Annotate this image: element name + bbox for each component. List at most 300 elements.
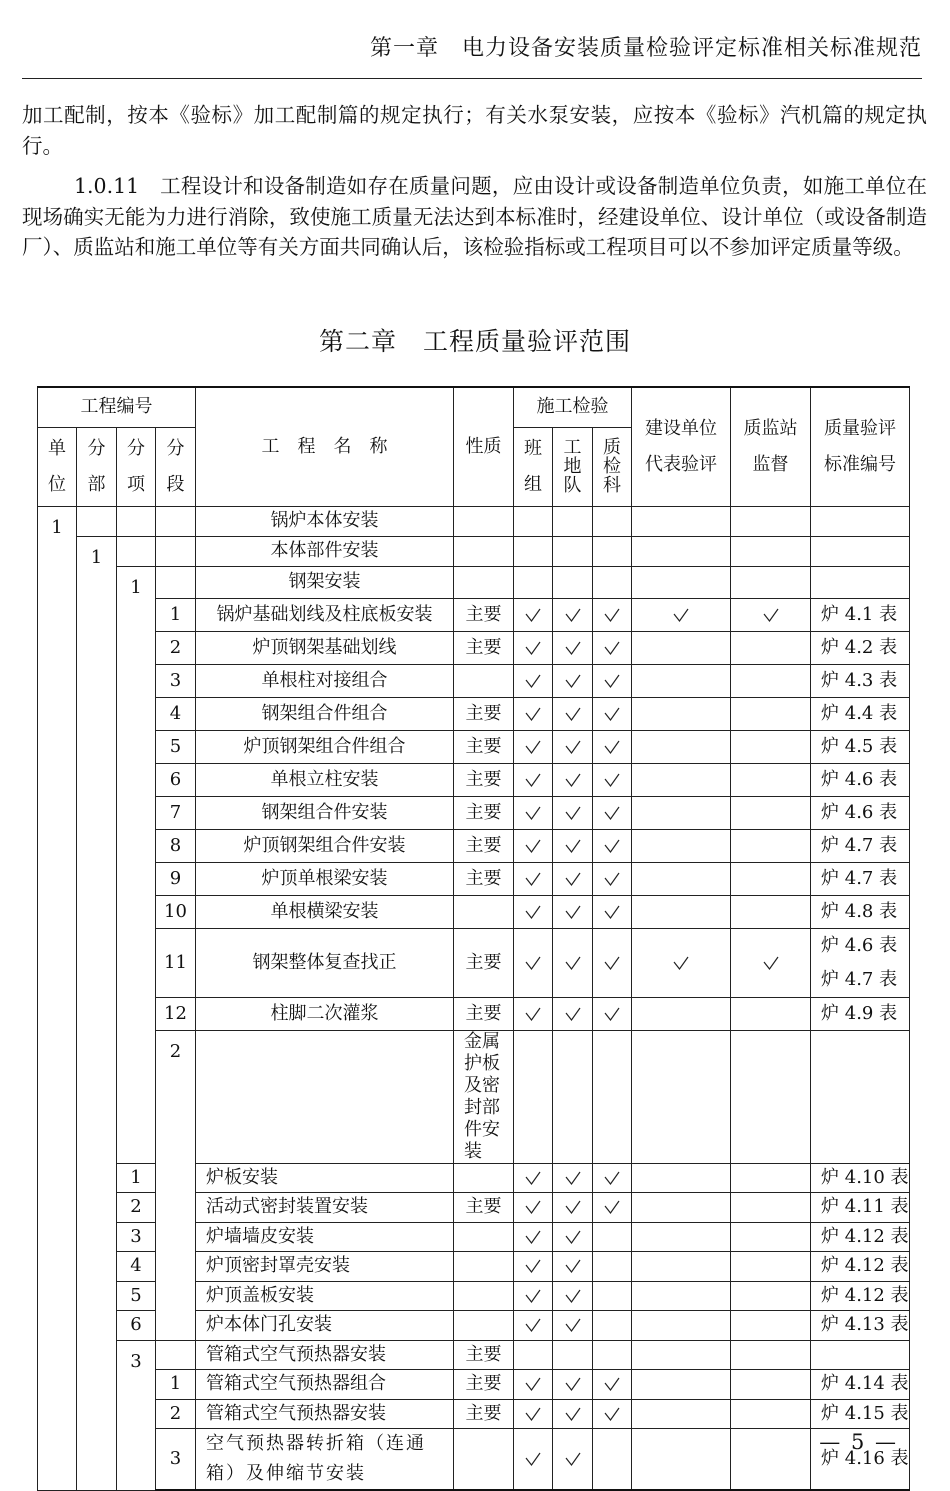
- cell-owner: [632, 1428, 731, 1490]
- check-icon: [525, 839, 541, 853]
- cell-standard: [811, 928, 910, 997]
- check-icon: [525, 1200, 541, 1214]
- cell-nature: [454, 1163, 514, 1192]
- header-unit: [38, 427, 77, 506]
- check-icon: [565, 1318, 581, 1332]
- table-body: [38, 506, 910, 1490]
- header-site: [553, 427, 593, 506]
- cell-quality: [593, 566, 632, 598]
- table-row: [38, 631, 910, 664]
- header-owner-line1: 建设单位: [645, 417, 718, 439]
- cell-station: [731, 631, 811, 664]
- cell-team: [514, 1222, 553, 1251]
- cell-segment: 6: [117, 1310, 156, 1340]
- check-icon: [525, 872, 541, 886]
- cell-standard: 炉 4.6 表: [811, 763, 910, 796]
- standard-line1: 炉 4.6 表: [821, 934, 898, 956]
- cell-quality: [593, 1192, 632, 1222]
- check-icon: [565, 806, 581, 820]
- cell-segment: 1: [156, 598, 196, 631]
- cell-standard: [811, 506, 910, 536]
- cell-station: [731, 1399, 811, 1428]
- cell-standard: 炉 4.11 表: [811, 1192, 910, 1222]
- header-segment-text: 分 段: [166, 437, 185, 495]
- check-icon: [525, 1318, 541, 1332]
- cell-nature: 主要: [454, 862, 514, 895]
- table-row: [38, 566, 910, 598]
- division-code: 1: [77, 536, 117, 1490]
- cell-nature: 主要: [454, 1340, 514, 1369]
- table-row: [38, 1428, 910, 1490]
- cell-name: 管箱式空气预热器安装: [196, 1340, 454, 1369]
- check-icon: [604, 740, 620, 754]
- cell-owner: [632, 1192, 731, 1222]
- check-icon: [525, 905, 541, 919]
- cell-team: [514, 1340, 553, 1369]
- cell-site: [553, 862, 593, 895]
- header-station-line2: 监督: [752, 453, 789, 475]
- header-item-text: 分 项: [127, 437, 145, 495]
- cell-segment: 9: [156, 862, 196, 895]
- cell-team: [553, 1030, 593, 1163]
- cell-station: [731, 1369, 811, 1399]
- cell-standard: 炉 4.3 表: [811, 664, 910, 697]
- cell-team: [514, 631, 553, 664]
- cell-standard: 炉 4.6 表: [811, 796, 910, 829]
- cell-site: [553, 796, 593, 829]
- cell-station: [731, 536, 811, 566]
- check-icon: [525, 1259, 541, 1273]
- cell-station: [731, 895, 811, 928]
- cell-station: [731, 928, 811, 997]
- cell-quality: [593, 1369, 632, 1399]
- cell-quality: [593, 664, 632, 697]
- cell-standard: [811, 566, 910, 598]
- cell-owner: [632, 598, 731, 631]
- cell-station: [731, 829, 811, 862]
- check-icon: [525, 1452, 541, 1466]
- cell-segment: 11: [156, 928, 196, 997]
- cell-name: 炉墙墙皮安装: [196, 1222, 454, 1251]
- cell-name: 炉顶钢架组合件组合: [196, 730, 454, 763]
- cell-owner: [632, 1251, 731, 1281]
- cell-item: [117, 536, 156, 566]
- cell-station: [731, 1192, 811, 1222]
- check-icon: [565, 1407, 581, 1421]
- cell-team: [514, 895, 553, 928]
- table-row: [38, 506, 910, 536]
- cell-site: [553, 536, 593, 566]
- cell-segment: 6: [156, 763, 196, 796]
- header-quality-text: 质 检 科: [603, 437, 621, 496]
- cell-site: [553, 1428, 593, 1490]
- header-division-text: 分 部: [87, 437, 106, 495]
- cell-quality: [593, 928, 632, 997]
- cell-site: [553, 1192, 593, 1222]
- cell-standard: 炉 4.14 表: [811, 1369, 910, 1399]
- header-station-line1: 质监站: [743, 417, 798, 439]
- cell-station: [731, 1222, 811, 1251]
- header-standard-line2: 标准编号: [824, 453, 897, 475]
- cell-owner: [632, 895, 731, 928]
- check-icon: [525, 1289, 541, 1303]
- header-site-text: 工 地 队: [563, 437, 582, 496]
- cell-team: [514, 928, 553, 997]
- cell-team: [514, 1251, 553, 1281]
- cell-quality: [593, 796, 632, 829]
- cell-station: [731, 1163, 811, 1192]
- cell-owner: [632, 1281, 731, 1310]
- cell-station: [731, 697, 811, 730]
- cell-nature: 主要: [454, 730, 514, 763]
- chapter-title: 第二章 工程质量验评范围: [318, 327, 631, 356]
- cell-site: [553, 1222, 593, 1251]
- header-code-group: 工程编号: [38, 387, 196, 427]
- cell-nature: 主要: [454, 1399, 514, 1428]
- cell-quality: [593, 862, 632, 895]
- cell-owner: [632, 664, 731, 697]
- check-icon: [565, 674, 581, 688]
- cell-team: [514, 1369, 553, 1399]
- cell-standard: [811, 536, 910, 566]
- cell-segment: [156, 566, 196, 598]
- check-icon: [565, 1377, 581, 1391]
- cell-name: 炉顶密封罩壳安装: [196, 1251, 454, 1281]
- cell-nature: 主要: [454, 928, 514, 997]
- cell-owner: [632, 862, 731, 895]
- cell-owner: [632, 763, 731, 796]
- header-station: [731, 387, 811, 506]
- cell-name: 锅炉基础划线及柱底板安装: [196, 598, 454, 631]
- cell-owner: [632, 997, 731, 1030]
- cell-standard: 炉 4.13 表: [811, 1310, 910, 1340]
- cell-standard: 炉 4.15 表: [811, 1399, 910, 1428]
- cell-standard: [811, 1340, 910, 1369]
- cell-standard: 炉 4.9 表: [811, 997, 910, 1030]
- cell-standard: 炉 4.16 表: [811, 1428, 910, 1490]
- header-standard: [811, 387, 910, 506]
- cell-nature: [454, 664, 514, 697]
- table-row: [38, 1030, 910, 1163]
- cell-segment: 10: [156, 895, 196, 928]
- cell-team: [514, 829, 553, 862]
- cell-nature: [454, 536, 514, 566]
- cell-site: [553, 1340, 593, 1369]
- cell-name: 管箱式空气预热器安装: [196, 1399, 454, 1428]
- cell-nature: 主要: [454, 631, 514, 664]
- cell-segment: [156, 536, 196, 566]
- cell-standard: 炉 4.5 表: [811, 730, 910, 763]
- cell-item: [117, 506, 156, 536]
- cell-name: 炉顶钢架组合件安装: [196, 829, 454, 862]
- cell-nature: 主要: [454, 763, 514, 796]
- check-icon: [565, 1230, 581, 1244]
- check-icon: [604, 905, 620, 919]
- cell-quality: [593, 1281, 632, 1310]
- check-icon: [565, 1452, 581, 1466]
- standard-line2: 炉 4.7 表: [821, 968, 898, 990]
- cell-team: [514, 1399, 553, 1428]
- cell-station: [731, 796, 811, 829]
- check-icon: [565, 740, 581, 754]
- cell-name: 炉本体门孔安装: [196, 1310, 454, 1340]
- cell-team: [514, 997, 553, 1030]
- cell-nature: 主要: [454, 796, 514, 829]
- cell-station: [731, 1281, 811, 1310]
- cell-site: [553, 829, 593, 862]
- cell-nature: [454, 1222, 514, 1251]
- cell-nature: [454, 895, 514, 928]
- check-icon: [604, 839, 620, 853]
- cell-station: [731, 1340, 811, 1369]
- cell-team: [514, 1310, 553, 1340]
- cell-quality: [593, 1428, 632, 1490]
- cell-owner: [632, 1369, 731, 1399]
- check-icon: [525, 608, 541, 622]
- cell-segment: 3: [156, 664, 196, 697]
- cell-segment: 2: [156, 631, 196, 664]
- cell-station: [731, 1251, 811, 1281]
- item-code: 2: [156, 1030, 196, 1340]
- cell-owner: [632, 631, 731, 664]
- cell-team: [514, 664, 553, 697]
- check-icon: [525, 1377, 541, 1391]
- header-team-text: 班 组: [524, 437, 542, 495]
- cell-station: [731, 730, 811, 763]
- cell-nature: 主要: [454, 598, 514, 631]
- cell-segment: 7: [156, 796, 196, 829]
- table-row: [38, 763, 910, 796]
- header-owner: [632, 387, 731, 506]
- table-row: [38, 796, 910, 829]
- header-team: [514, 427, 553, 506]
- table-row: [38, 1399, 910, 1428]
- cell-team: [514, 697, 553, 730]
- cell-team: [514, 1192, 553, 1222]
- header-quality: [593, 427, 632, 506]
- header-unit-text: 单 位: [48, 437, 66, 495]
- check-icon: [525, 773, 541, 787]
- check-icon: [565, 1289, 581, 1303]
- table-row: [38, 1340, 910, 1369]
- table-row: [38, 664, 910, 697]
- cell-name: 炉顶盖板安装: [196, 1281, 454, 1310]
- cell-segment: 3: [156, 1428, 196, 1490]
- cell-owner: [731, 1030, 811, 1163]
- cell-site: [553, 697, 593, 730]
- table-row: [38, 536, 910, 566]
- cell-site: [553, 1281, 593, 1310]
- table-row: [38, 730, 910, 763]
- cell-segment: [156, 1340, 196, 1369]
- cell-standard: 炉 4.1 表: [811, 598, 910, 631]
- cell-nature: 主要: [454, 1192, 514, 1222]
- cell-nature: [454, 1428, 514, 1490]
- table-row: [38, 829, 910, 862]
- cell-station: [731, 763, 811, 796]
- check-icon: [565, 956, 581, 970]
- check-icon: [525, 1171, 541, 1185]
- cell-site: [553, 763, 593, 796]
- cell-name: 管箱式空气预热器组合: [196, 1369, 454, 1399]
- table-row: [38, 928, 910, 997]
- cell-nature: [454, 1281, 514, 1310]
- cell-site: [593, 1030, 632, 1163]
- cell-station: [811, 1030, 910, 1163]
- cell-standard: 炉 4.7 表: [811, 862, 910, 895]
- cell-name: 活动式密封装置安装: [196, 1192, 454, 1222]
- check-icon: [525, 740, 541, 754]
- check-icon: [565, 872, 581, 886]
- cell-team: [514, 536, 553, 566]
- cell-site: [553, 730, 593, 763]
- cell-standard: 炉 4.7 表: [811, 829, 910, 862]
- check-icon: [565, 1200, 581, 1214]
- check-icon: [604, 956, 620, 970]
- check-icon: [525, 806, 541, 820]
- clause-text: 1.0.11 工程设计和设备制造如存在质量问题，应由设计或设备制造单位负责，如施工单位在现场确实无能为力进行消除，致使施工质量无法达到本标准时，经建设单位、设计单位（或设备制造厂）、质监站和施工单位等有关方面共同确认后，该检验指标或工程项目可以不参加评定质量等级。: [22, 174, 927, 259]
- cell-quality: [593, 1222, 632, 1251]
- cell-division: [77, 506, 117, 536]
- cell-quality: [632, 1030, 731, 1163]
- check-icon: [525, 707, 541, 721]
- cell-quality: [593, 1310, 632, 1340]
- table-row: [38, 1369, 910, 1399]
- cell-quality: [593, 598, 632, 631]
- cell-nature: [454, 1310, 514, 1340]
- cell-nature: [454, 506, 514, 536]
- cell-quality: [593, 1340, 632, 1369]
- cell-name: 本体部件安装: [196, 536, 454, 566]
- header-name: 工 程 名 称: [196, 387, 454, 506]
- cell-standard: 炉 4.10 表: [811, 1163, 910, 1192]
- cell-quality: [593, 631, 632, 664]
- cell-owner: [632, 1222, 731, 1251]
- page-number: — 5 —: [819, 1430, 898, 1454]
- cell-station: [731, 598, 811, 631]
- cell-owner: [632, 829, 731, 862]
- cell-name: 炉板安装: [196, 1163, 454, 1192]
- cell-name: 炉顶钢架基础划线: [196, 631, 454, 664]
- cell-name: 钢架组合件组合: [196, 697, 454, 730]
- check-icon: [525, 1407, 541, 1421]
- cell-owner: [632, 1399, 731, 1428]
- cell-name: 锅炉本体安装: [196, 506, 454, 536]
- cell-name: 钢架组合件安装: [196, 796, 454, 829]
- cell-segment: 5: [117, 1281, 156, 1310]
- check-icon: [565, 641, 581, 655]
- cell-segment: 2: [156, 1399, 196, 1428]
- cell-site: [553, 664, 593, 697]
- cell-station: [731, 566, 811, 598]
- header-owner-line2: 代表验评: [645, 453, 718, 475]
- header-segment: [156, 427, 196, 506]
- cell-name: 单根柱对接组合: [196, 664, 454, 697]
- cell-station: [731, 862, 811, 895]
- cell-team: [514, 1281, 553, 1310]
- cell-quality: [593, 506, 632, 536]
- check-icon: [604, 707, 620, 721]
- cell-station: [731, 506, 811, 536]
- cell-owner: [632, 536, 731, 566]
- cell-site: [553, 895, 593, 928]
- cell-segment: 1: [117, 1163, 156, 1192]
- check-icon: [565, 773, 581, 787]
- check-icon: [604, 872, 620, 886]
- cell-site: [553, 506, 593, 536]
- cell-segment: 4: [117, 1251, 156, 1281]
- cell-nature: 主要: [454, 697, 514, 730]
- check-icon: [525, 641, 541, 655]
- cell-nature: [514, 1030, 553, 1163]
- cell-station: [731, 1428, 811, 1490]
- check-icon: [525, 956, 541, 970]
- check-icon: [525, 1007, 541, 1021]
- cell-nature: [454, 1251, 514, 1281]
- cell-name: 炉顶单根梁安装: [196, 862, 454, 895]
- header-item: [117, 427, 156, 506]
- cell-name: 柱脚二次灌浆: [196, 997, 454, 1030]
- cell-quality: [593, 997, 632, 1030]
- cell-quality: [593, 1163, 632, 1192]
- check-icon: [565, 1171, 581, 1185]
- check-icon: [604, 641, 620, 655]
- check-icon: [763, 608, 779, 622]
- cell-site: [553, 997, 593, 1030]
- cell-name: 钢架安装: [196, 566, 454, 598]
- item-code: 3: [117, 1340, 156, 1490]
- cell-owner: [632, 730, 731, 763]
- cell-site: [553, 1251, 593, 1281]
- cell-segment: 2: [117, 1192, 156, 1222]
- table-row: [38, 862, 910, 895]
- cell-team: [514, 566, 553, 598]
- cell-quality: [593, 730, 632, 763]
- table-row: [38, 697, 910, 730]
- cell-segment: 4: [156, 697, 196, 730]
- cell-team: [514, 763, 553, 796]
- check-icon: [763, 956, 779, 970]
- cell-quality: [593, 763, 632, 796]
- check-icon: [525, 1230, 541, 1244]
- cell-segment: 1: [156, 1369, 196, 1399]
- check-icon: [604, 608, 620, 622]
- cell-segment: 8: [156, 829, 196, 862]
- cell-owner: [632, 796, 731, 829]
- cell-owner: [632, 1340, 731, 1369]
- cell-site: [553, 1163, 593, 1192]
- header-inspection-group: 施工检验: [514, 387, 632, 427]
- paragraph-continuation: 加工配制，按本《验标》加工配制篇的规定执行；有关水泵安装，应按本《验标》汽机篇的规定执行。: [22, 103, 927, 158]
- cell-station: [731, 997, 811, 1030]
- check-icon: [604, 773, 620, 787]
- table-row: [38, 997, 910, 1030]
- cell-owner: [632, 1310, 731, 1340]
- cell-name: 单根立柱安装: [196, 763, 454, 796]
- cell-team: [514, 730, 553, 763]
- cell-team: [514, 1163, 553, 1192]
- cell-segment: 12: [156, 997, 196, 1030]
- check-icon: [604, 1200, 620, 1214]
- unit-code: 1: [38, 506, 77, 1490]
- check-icon: [604, 1171, 620, 1185]
- header-standard-line1: 质量验评: [824, 417, 897, 439]
- check-icon: [604, 1377, 620, 1391]
- check-icon: [604, 674, 620, 688]
- running-header: 第一章 电力设备安装质量检验评定标准相关标准规范: [22, 34, 922, 79]
- cell-owner: [632, 506, 731, 536]
- cell-segment: [156, 506, 196, 536]
